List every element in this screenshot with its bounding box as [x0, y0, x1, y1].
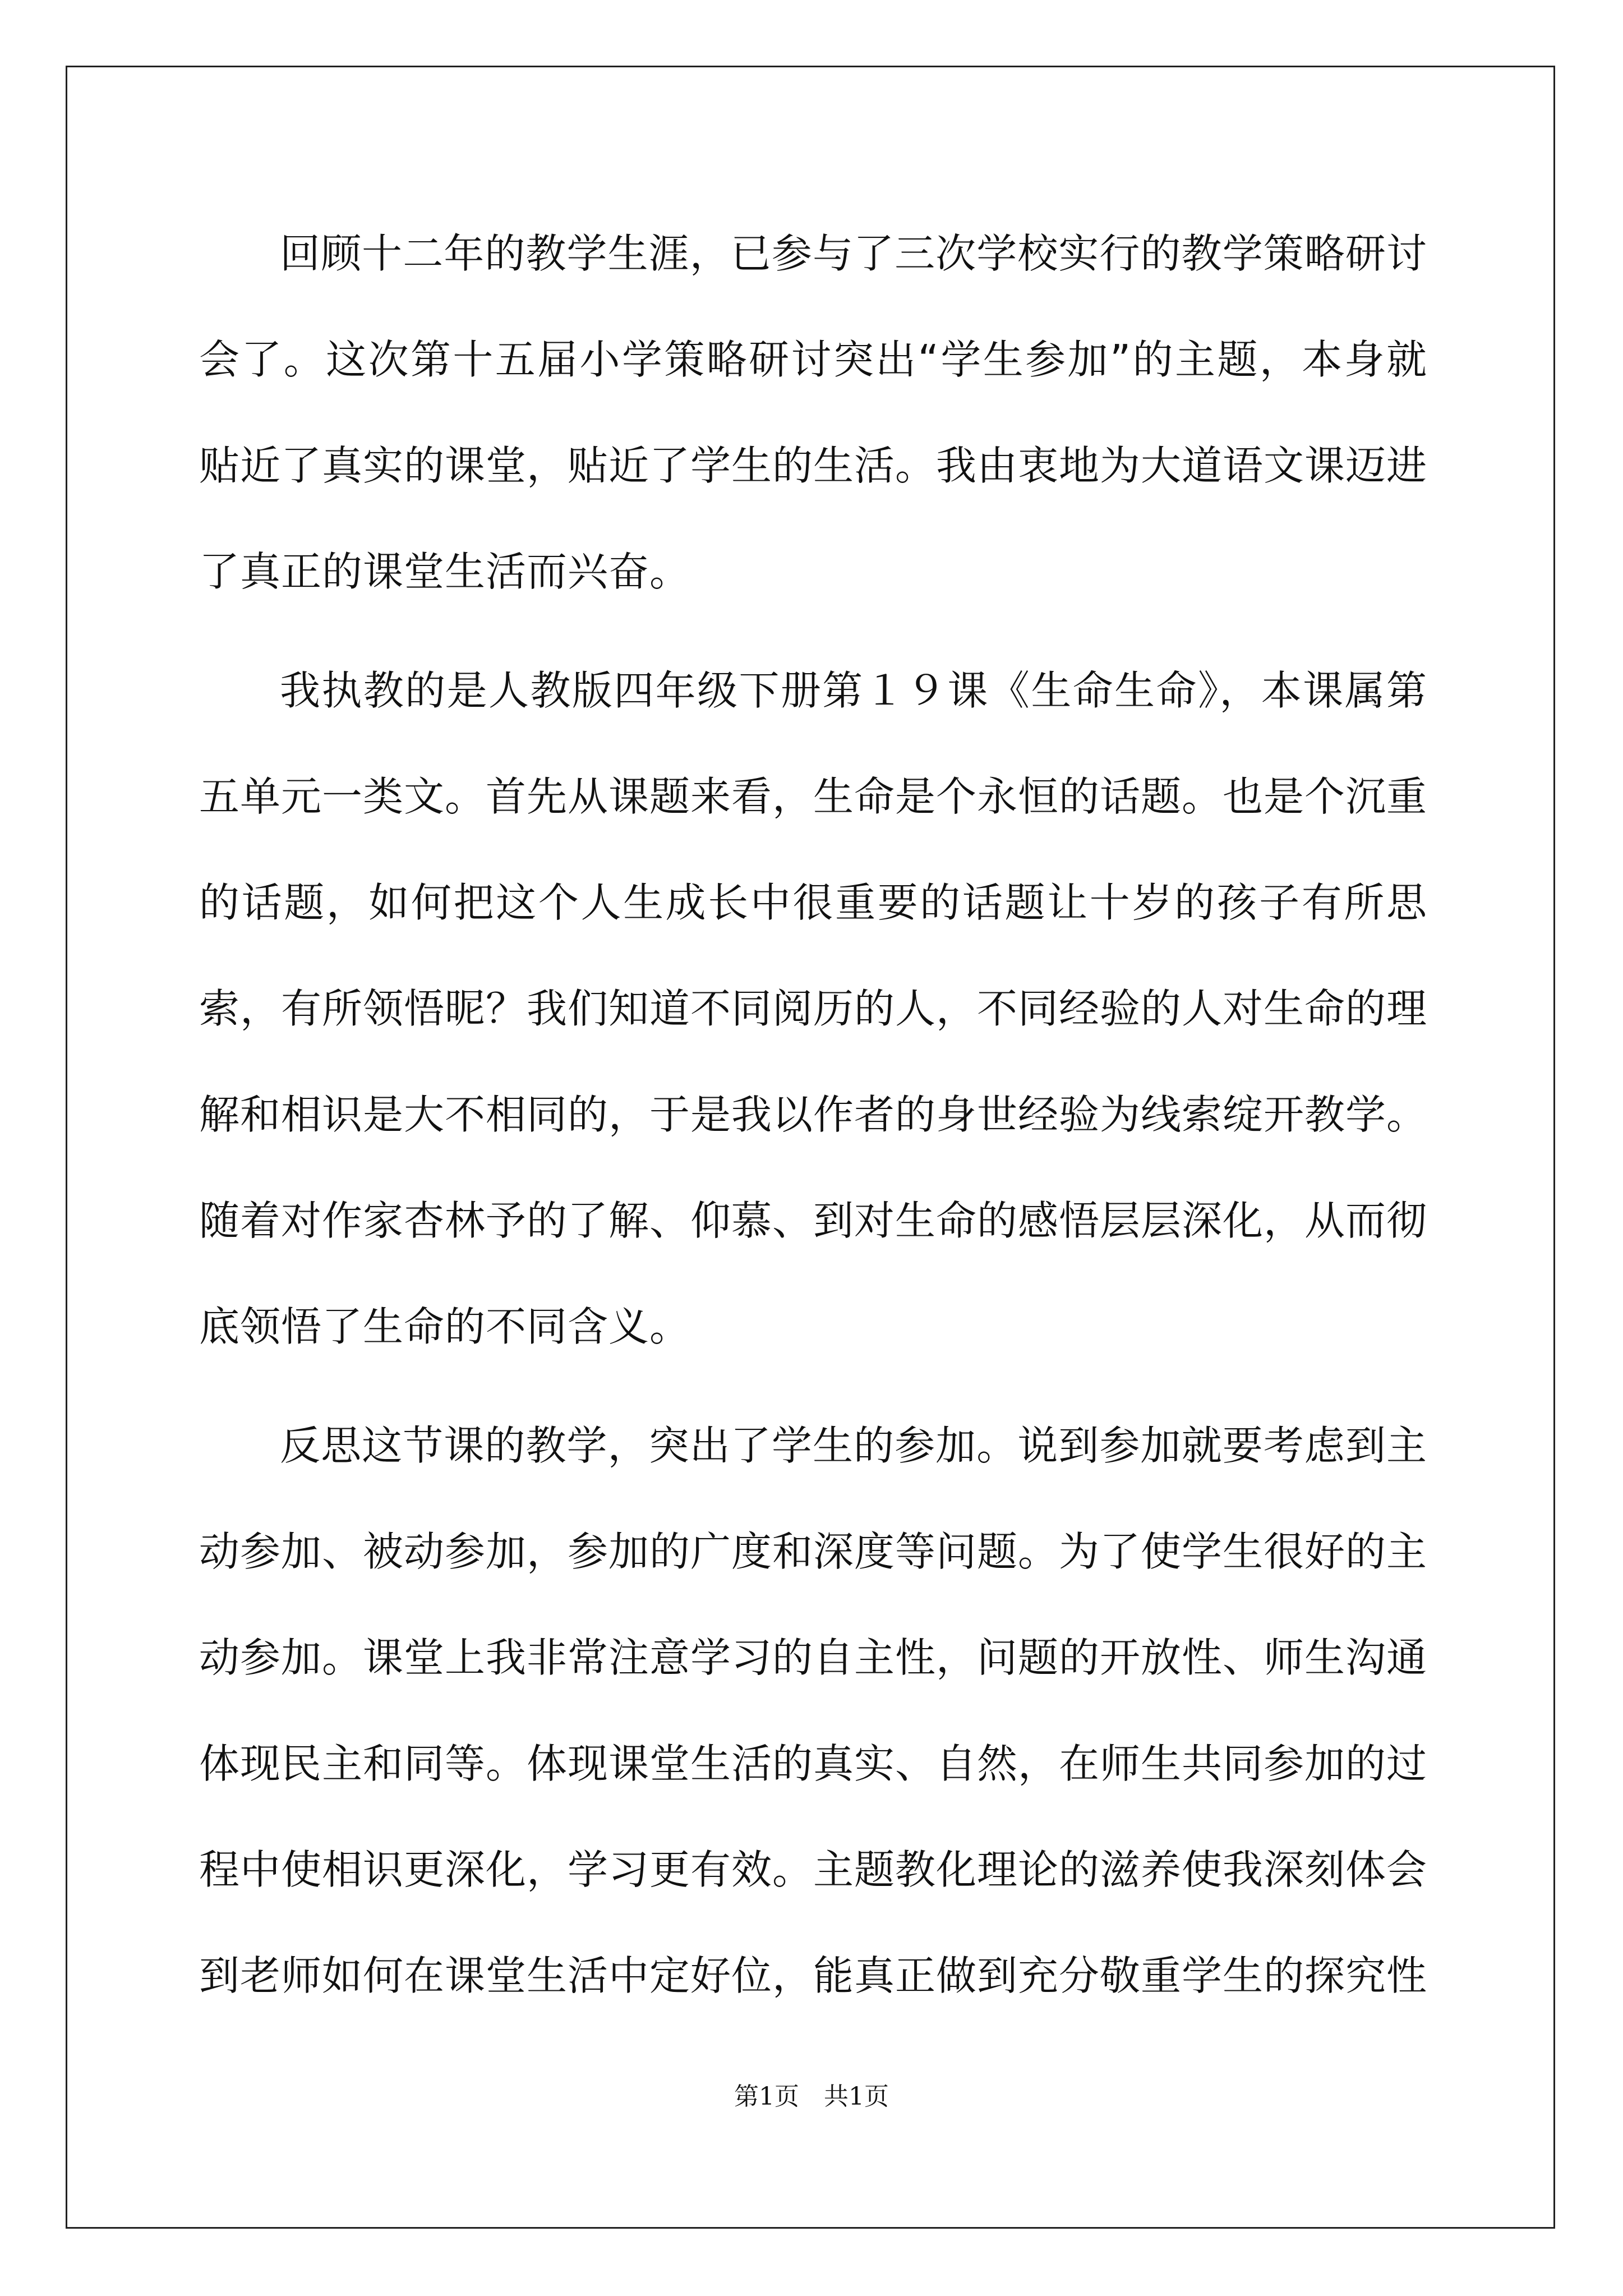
page-number-footer: 第1页 共1页 — [734, 2082, 889, 2111]
paragraph-2: 我执教的是人教版四年级下册第１９课《生命生命》，本课属第五单元一类文。首先从课题来看，生命是个永恒的话题。也是个沉重的话题，如何把这个人生成长中很重要的话题让十岁的孩子有所思索，有所领悟昵？我们知道不同阅历的人，不同经验的人对生命的理解和相识是大不相同的，于是我以作者的身世经验为线索绽开教学。随着对作家杏林予的了解、仰慕、到对生命的感悟层层深化，从而彻底领悟了生命的不同含义。 — [199, 667, 1428, 1350]
paragraph-1: 回顾十二年的教学生涯，已参与了三次学校实行的教学策略研讨会了。这次第十五届小学策略研讨突出“学生参加”的主题，本身就贴近了真实的课堂，贴近了学生的生活。我由衷地为大道语文课迈进了真正的课堂生活而兴奋。 — [199, 230, 1428, 595]
document-body — [199, 201, 1427, 2042]
paragraph-3: 反思这节课的教学，突出了学生的参加。说到参加就要考虑到主动参加、被动参加，参加的广度和深度等问题。为了使学生很好的主动参加。课堂上我非常注意学习的自主性，问题的开放性、师生沟通体现民主和同等。体现课堂生活的真实、自然，在师生共同参加的过程中使相识更深化，学习更有效。主题教化理论的滋养使我深刻体会到老师如何在课堂生活中定好位，能真正做到充分敬重学生的探究性 — [199, 1422, 1428, 1999]
